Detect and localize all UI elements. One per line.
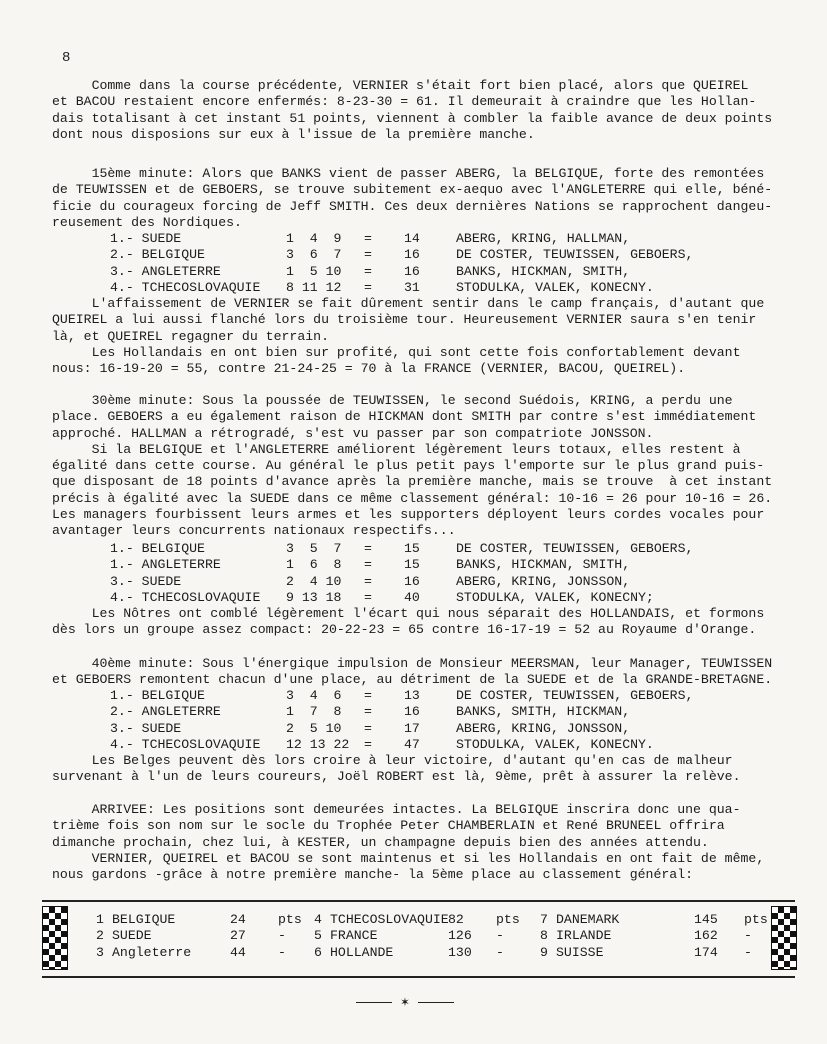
standing-places: 3 4 6 (286, 688, 342, 703)
page-number: 8 (62, 50, 71, 66)
standing-rank: 1.- BELGIQUE (110, 541, 205, 556)
final-unit: pts (496, 912, 520, 927)
final-rank: 2 (96, 928, 104, 944)
text-line: Les Hollandais en ont bien sur profité, qui sont cette fois confortablement devant (52, 344, 741, 360)
final-rank: 5 (314, 928, 322, 944)
standing-rank: 4.- TCHECOSLOVAQUIE (110, 736, 261, 752)
standing-places: 1 7 8 (286, 704, 342, 720)
final-country: DANEMARK (556, 912, 620, 927)
standing-equals: = (364, 736, 372, 752)
standing-total: 16 (404, 263, 420, 279)
final-pts: 130 (448, 944, 472, 960)
final-pts: 27 (230, 928, 246, 944)
standing-total: 31 (404, 279, 420, 295)
standing-equals: = (364, 247, 372, 263)
text-line: Les managers fourbissent leurs armes et les supporters déployent leurs cordes vocales pour (52, 507, 765, 523)
text-line: que disposant de 18 points d'avance après la première manche, mais se trouve à cet instant (52, 474, 773, 490)
text-line: ARRIVEE: Les positions sont demeurées intactes. La BELGIQUE inscrira donc une qua- (52, 802, 741, 817)
final-pts: 82 (448, 912, 464, 927)
text-line: nous gardons -grâce à notre première manche- la 5ème place au classement général: (52, 867, 694, 883)
text-line: nous: 16-19-20 = 55, contre 21-24-25 = 70 à la FRANCE (VERNIER, BACOU, QUEIREL). (52, 361, 686, 377)
standing-rank: 1.- SUEDE (110, 231, 182, 246)
final-unit: - (496, 928, 504, 944)
checkered-flag-icon (42, 906, 68, 970)
text-line: Les Belges peuvent dès lors croire à leur victoire, d'autant qu'en cas de malheur (52, 753, 733, 768)
final-country: Angleterre (112, 944, 192, 960)
text-line: ficie du courageux forcing de Jeff SMITH. Ces deux dernières Nations se rapprochent dangeu- (52, 198, 773, 214)
standing-riders: DE COSTER, TEUWISSEN, GEBOERS, (456, 541, 694, 556)
final-country: IRLANDE (556, 928, 612, 944)
standing-equals: = (364, 704, 372, 720)
standing-rank: 1.- BELGIQUE (110, 688, 205, 703)
final-rank: 8 (540, 928, 548, 944)
intro-paragraph (52, 78, 820, 143)
final-pts: 44 (230, 944, 246, 960)
standing-rank: 4.- TCHECOSLOVAQUIE (110, 279, 261, 295)
final-unit: - (744, 944, 752, 960)
minute-40-commentary (52, 753, 820, 786)
final-rank: 9 (540, 944, 548, 960)
text-line: précis à égalité avec la SUEDE dans ce même classement général: 10-16 = 26 pour 10-16 = 26. (52, 490, 773, 506)
standing-places: 3 6 7 (286, 247, 342, 263)
standing-equals: = (364, 231, 372, 246)
standing-equals: = (364, 688, 372, 703)
text-line: avantager leurs concurrents nationaux respectifs... (52, 523, 456, 539)
final-unit: - (278, 944, 286, 960)
standing-total: 16 (404, 573, 420, 589)
standing-rank: 4.- TCHECOSLOVAQUIE (110, 589, 261, 605)
text-line: survenant à l'un de leurs coureurs, Joël ROBERT est là, 9ème, prêt à assurer la relève. (52, 769, 741, 785)
text-line: là, et QUEIREL regagner du terrain. (52, 328, 329, 344)
standing-equals: = (364, 573, 372, 589)
text-line: dais totalisant à cet instant 51 points, viennent à combler la faible avance de deux points (52, 110, 773, 126)
final-pts: 126 (448, 928, 472, 944)
minute-15-paragraph (52, 166, 820, 231)
text-line: égalité dans cette course. Au général le plus petit pays l'emporte sur le plus grand puis- (52, 458, 765, 474)
standing-equals: = (364, 589, 372, 605)
final-pts: 145 (694, 912, 718, 927)
minute-30-commentary (52, 606, 820, 639)
standing-total: 13 (404, 688, 420, 703)
text-line: 30ème minute: Sous la poussée de TEUWISSEN, le second Suédois, KRING, a perdu une (52, 393, 733, 408)
minute-15-commentary (52, 296, 820, 377)
standing-equals: = (364, 557, 372, 573)
text-line: et BACOU restaient encore enfermés: 8-23-30 = 61. Il demeurait à craindre que les Hollan- (52, 94, 757, 110)
standing-places: 1 5 10 (286, 263, 342, 279)
final-rank: 1 (96, 912, 104, 927)
checkered-flag-icon (771, 906, 797, 970)
final-unit: pts (278, 912, 302, 927)
final-country: FRANCE (330, 928, 378, 944)
standing-places: 12 13 22 (286, 736, 350, 752)
standing-rank: 3.- SUEDE (110, 573, 182, 589)
text-line: reusement des Nordiques. (52, 214, 242, 230)
text-line: approché. HALLMAN a rétrogradé, s'est vu passer par son compatriote JONSSON. (52, 425, 654, 441)
standing-riders: ABERG, KRING, HALLMAN, (456, 231, 631, 246)
standing-riders: ABERG, KRING, JONSSON, (456, 573, 631, 589)
standing-rank: 3.- ANGLETERRE (110, 263, 221, 279)
final-country: BELGIQUE (112, 912, 176, 927)
standing-total: 40 (404, 589, 420, 605)
standing-equals: = (364, 279, 372, 295)
final-rank: 3 (96, 944, 104, 960)
text-line: Les Nôtres ont comblé légèrement l'écart qui nous séparait des HOLLANDAIS, et formons (52, 606, 765, 621)
standing-equals: = (364, 541, 372, 556)
final-unit: - (278, 928, 286, 944)
standing-rank: 3.- SUEDE (110, 720, 182, 736)
final-unit: pts (744, 912, 768, 927)
standing-places: 1 6 8 (286, 557, 342, 573)
text-line: dont nous disposions sur eux à l'issue de la première manche. (52, 126, 535, 142)
standing-total: 15 (404, 541, 420, 556)
standing-total: 17 (404, 720, 420, 736)
final-pts: 174 (694, 944, 718, 960)
standing-riders: ABERG, KRING, JONSSON, (456, 720, 631, 736)
standing-places: 2 4 10 (286, 573, 342, 589)
minute-40-paragraph (52, 656, 820, 689)
arrivee-paragraph (52, 802, 820, 883)
standing-rank: 1.- ANGLETERRE (110, 557, 221, 573)
standing-places: 2 5 10 (286, 720, 342, 736)
text-line: L'affaissement de VERNIER se fait dûrement sentir dans le camp français, d'autant que (52, 296, 765, 311)
text-line: dès lors un groupe assez compact: 20-22-23 = 65 contre 16-17-19 = 52 au Royaume d'Orange. (52, 622, 757, 638)
final-rank: 4 (314, 912, 322, 927)
standing-total: 15 (404, 557, 420, 573)
text-line: dimanche prochain, chez lui, à KESTER, un champagne depuis bien des années attendu. (52, 834, 709, 850)
standing-riders: BANKS, HICKMAN, SMITH, (456, 263, 631, 279)
final-unit: - (496, 944, 504, 960)
ornament-rule (418, 1002, 454, 1003)
text-line: 40ème minute: Sous l'énergique impulsion de Monsieur MEERSMAN, leur Manager, TEUWISSEN (52, 656, 773, 671)
standing-equals: = (364, 263, 372, 279)
final-rank: 7 (540, 912, 548, 927)
text-line: 15ème minute: Alors que BANKS vient de passer ABERG, la BELGIQUE, forte des remontées (52, 166, 765, 181)
standing-rank: 2.- ANGLETERRE (110, 704, 221, 720)
standing-total: 16 (404, 704, 420, 720)
standing-places: 8 11 12 (286, 279, 342, 295)
standing-riders: STODULKA, VALEK, KONECNY. (456, 736, 654, 752)
text-line: et GEBOERS remontent chacun d'une place, au détriment de la SUEDE et de la GRANDE-BRETAGNE. (52, 672, 773, 688)
standing-riders: DE COSTER, TEUWISSEN, GEBOERS, (456, 247, 694, 263)
text-line: Comme dans la course précédente, VERNIER s'était fort bien placé, alors que QUEIREL (52, 78, 749, 93)
text-line: Si la BELGIQUE et l'ANGLETERRE améliorent légèrement leurs totaux, elles restent à (52, 441, 741, 457)
text-line: VERNIER, QUEIREL et BACOU se sont maintenus et si les Hollandais en ont fait de même, (52, 850, 765, 866)
text-line: trième fois son nom sur le socle du Trophée Peter CHAMBERLAIN et René BRUNEEL offrira (52, 818, 725, 834)
final-country: HOLLANDE (330, 944, 394, 960)
final-country: SUISSE (556, 944, 604, 960)
text-line: place. GEBOERS a eu également raison de HICKMAN dont SMITH par contre s'est immédiatement (52, 409, 757, 425)
standing-total: 47 (404, 736, 420, 752)
star-icon: ✶ (400, 995, 410, 1011)
final-pts: 162 (694, 928, 718, 944)
standing-total: 14 (404, 231, 420, 246)
standing-riders: DE COSTER, TEUWISSEN, GEBOERS, (456, 688, 694, 703)
final-country: TCHECOSLOVAQUIE (330, 912, 449, 927)
standing-places: 3 5 7 (286, 541, 342, 556)
standing-riders: BANKS, HICKMAN, SMITH, (456, 557, 631, 573)
standing-riders: STODULKA, VALEK, KONECNY; (456, 589, 654, 605)
standing-riders: BANKS, SMITH, HICKMAN, (456, 704, 631, 720)
final-country: SUEDE (112, 928, 152, 944)
standing-equals: = (364, 720, 372, 736)
standing-riders: STODULKA, VALEK, KONECNY. (456, 279, 654, 295)
final-pts: 24 (230, 912, 246, 927)
standing-total: 16 (404, 247, 420, 263)
standing-places: 9 13 18 (286, 589, 342, 605)
standing-places: 1 4 9 (286, 231, 342, 246)
final-rank: 6 (314, 944, 322, 960)
minute-30-paragraph (52, 393, 820, 540)
standing-rank: 2.- BELGIQUE (110, 247, 205, 263)
text-line: QUEIREL a lui aussi flanché lors du troisième tour. Heureusement VERNIER saura s'en tenir (52, 312, 757, 328)
text-line: de TEUWISSEN et de GEBOERS, se trouve subitement ex-aequo avec l'ANGLETERRE qui elle, béné- (52, 182, 773, 198)
ornament-rule (356, 1002, 392, 1003)
final-unit: - (744, 928, 752, 944)
end-ornament (350, 994, 460, 1011)
